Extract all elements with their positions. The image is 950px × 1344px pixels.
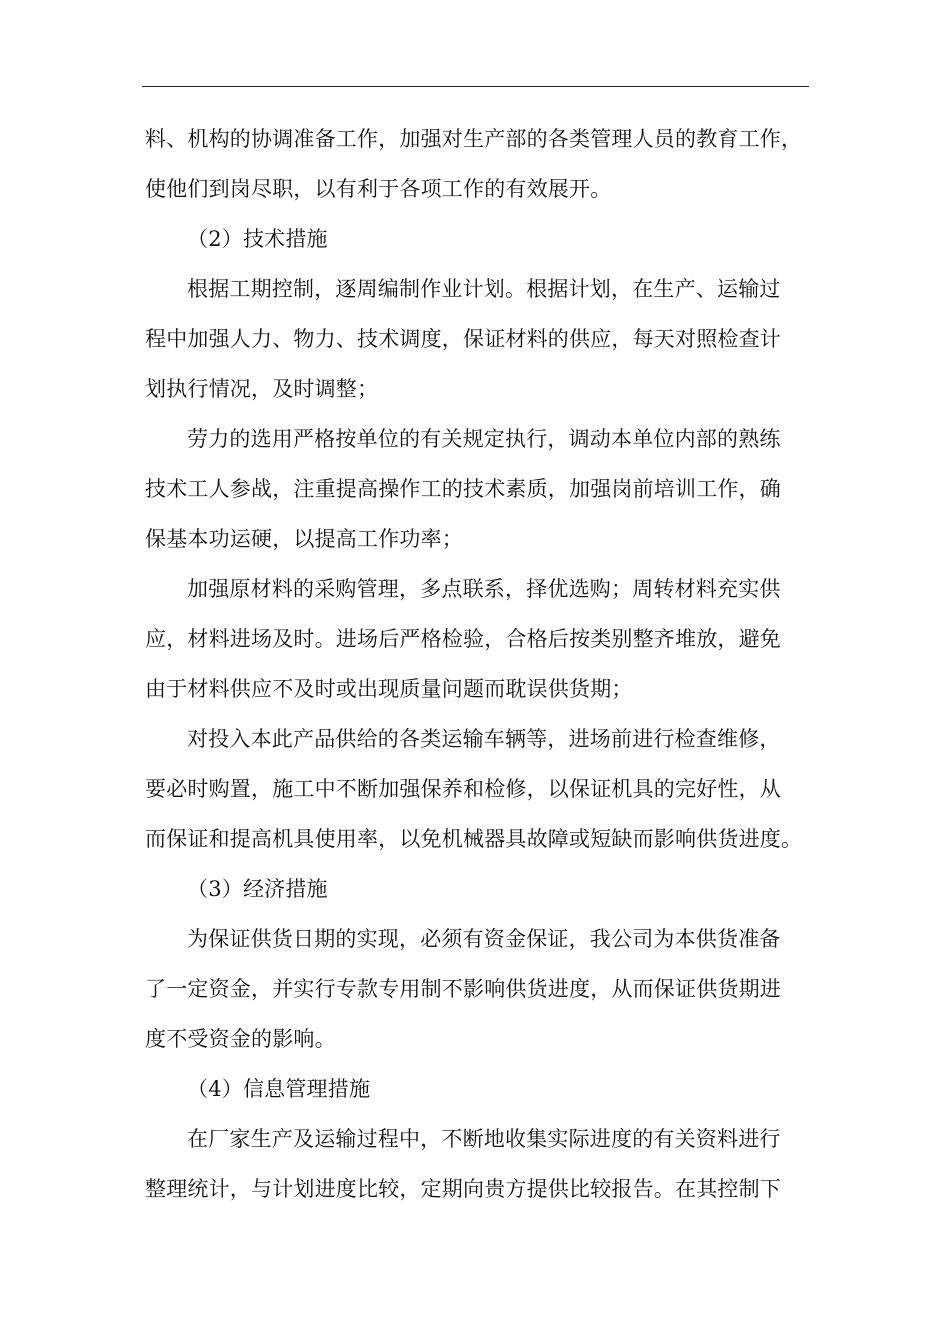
document-body <box>145 114 810 1214</box>
text-line: 料、机构的协调准备工作，加强对生产部的各类管理人员的教育工作， <box>145 127 803 151</box>
paragraph-start: 为保证供货日期的实现，必须有资金保证，我公司为本供货准备 <box>187 927 781 951</box>
paragraph-start: 根据工期控制，逐周编制作业计划。根据计划，在生产、运输过 <box>187 277 781 301</box>
text-line: 划执行情况，及时调整； <box>145 377 379 401</box>
section-heading-information: （4）信息管理措施 <box>187 1077 371 1101</box>
text-line: 使他们到岗尽职，以有利于各项工作的有效展开。 <box>145 177 612 201</box>
section-heading-technical: （2）技术措施 <box>187 227 328 251</box>
text-line: 技术工人参战，注重提高操作工的技术素质，加强岗前培训工作，确 <box>145 477 781 501</box>
text-line: 程中加强人力、物力、技术调度，保证材料的供应，每天对照检查计 <box>145 327 781 351</box>
text-line: 应，材料进场及时。进场后严格检验，合格后按类别整齐堆放，避免 <box>145 627 781 651</box>
paragraph-start: 加强原材料的采购管理，多点联系，择优选购；周转材料充实供 <box>187 577 781 601</box>
text-line: 整理统计，与计划进度比较，定期向贵方提供比较报告。在其控制下 <box>145 1177 781 1201</box>
paragraph-start: 在厂家生产及运输过程中，不断地收集实际进度的有关资料进行 <box>187 1127 781 1151</box>
text-line: 而保证和提高机具使用率，以免机械器具故障或短缺而影响供货进度。 <box>145 827 803 851</box>
text-line: 了一定资金，并实行专款专用制不影响供货进度，从而保证供货期进 <box>145 977 781 1001</box>
text-line: 度不受资金的影响。 <box>145 1027 336 1051</box>
text-line: 保基本功运硬，以提高工作功率； <box>145 527 463 551</box>
paragraph-start: 对投入本此产品供给的各类运输车辆等，进场前进行检查维修， <box>187 727 781 751</box>
text-line: 要必时购置，施工中不断加强保养和检修，以保证机具的完好性，从 <box>145 777 781 801</box>
section-heading-economic: （3）经济措施 <box>187 877 328 901</box>
text-line: 由于材料供应不及时或出现质量问题而耽误供货期； <box>145 677 633 701</box>
header-rule <box>142 86 809 87</box>
paragraph-start: 劳力的选用严格按单位的有关规定执行，调动本单位内部的熟练 <box>187 427 781 451</box>
